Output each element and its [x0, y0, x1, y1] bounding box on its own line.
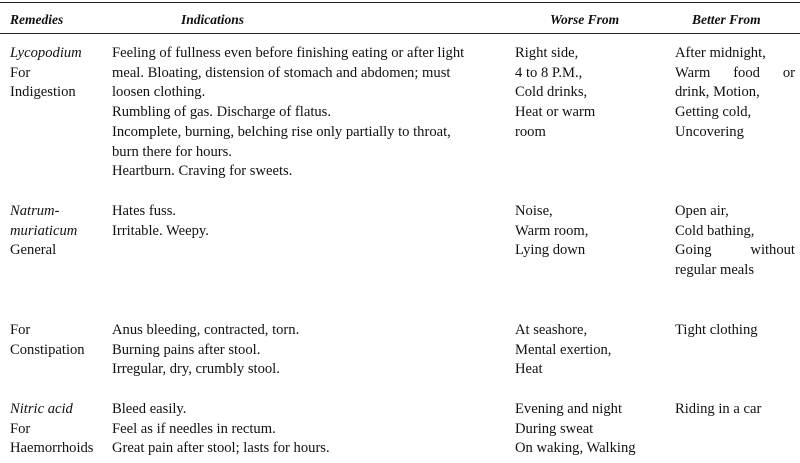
indication-line: meal. Bloating, distension of stomach and abdomen; must	[112, 64, 451, 81]
worse-line: On waking, Walking	[515, 440, 636, 457]
row-lycopodium-remedy	[10, 44, 110, 103]
worse-line: room	[515, 123, 546, 140]
indication-line: Burning pains after stool.	[112, 341, 261, 358]
header-rule	[0, 33, 800, 34]
row-nitric-acid-remedy	[10, 400, 110, 459]
indication-line: Irregular, dry, crumbly stool.	[112, 361, 280, 378]
worse-line: Right side,	[515, 45, 579, 61]
better-line: Tight clothing	[675, 322, 758, 338]
row-natrum-indications	[112, 202, 502, 241]
better-line: Going without	[675, 242, 795, 259]
column-header-indications: Indications	[181, 12, 245, 27]
indication-line: Bleed easily.	[112, 401, 187, 417]
worse-line: Noise,	[515, 203, 553, 219]
remedy-purpose-line: For	[10, 322, 31, 338]
row-nitric-acid-better	[675, 400, 795, 420]
remedy-purpose-line: General	[10, 242, 57, 259]
worse-line: Warm room,	[515, 222, 589, 239]
row-lycopodium-better	[675, 44, 795, 143]
better-line: Open air,	[675, 203, 729, 219]
indication-line: Incomplete, burning, belching rise only partially to throat,	[112, 123, 451, 140]
remedy-name: Lycopodium	[10, 45, 82, 61]
column-header-remedies: Remedies	[10, 12, 64, 27]
indication-line: loosen clothing.	[112, 84, 206, 101]
indication-line: burn there for hours.	[112, 143, 232, 160]
row-lycopodium-worse	[515, 44, 665, 143]
worse-line: At seashore,	[515, 322, 588, 338]
worse-line: During sweat	[515, 420, 594, 437]
better-line: Uncovering	[675, 123, 744, 140]
row-constipation-indications	[112, 321, 502, 380]
indication-line: Feel as if needles in rectum.	[112, 420, 276, 437]
better-line: Riding in a car	[675, 401, 762, 417]
better-line: Warm food or	[675, 64, 795, 81]
row-natrum-better	[675, 202, 795, 281]
indication-line: Great pain after stool; lasts for hours.	[112, 440, 330, 457]
row-constipation-worse	[515, 321, 665, 380]
indication-line: Hates fuss.	[112, 203, 177, 219]
worse-line: Heat	[515, 361, 543, 378]
remedy-name: muriaticum	[10, 222, 78, 239]
better-line: Getting cold,	[675, 104, 752, 121]
top-rule	[0, 2, 800, 3]
row-natrum-worse	[515, 202, 665, 261]
worse-line: 4 to 8 P.M.,	[515, 64, 583, 81]
remedy-purpose-line: For	[10, 64, 31, 81]
indication-line: Heartburn. Craving for sweets.	[112, 163, 293, 180]
row-constipation-remedy	[10, 321, 110, 360]
better-line: Cold bathing,	[675, 222, 755, 239]
remedy-purpose-line: Indigestion	[10, 84, 76, 101]
better-line: After midnight,	[675, 45, 766, 61]
column-header-better-from: Better From	[692, 12, 761, 27]
row-constipation-better	[675, 321, 795, 341]
worse-line: Cold drinks,	[515, 84, 588, 101]
row-nitric-acid-worse	[515, 400, 665, 459]
remedy-purpose-line: Constipation	[10, 341, 85, 358]
row-natrum-remedy	[10, 202, 110, 261]
column-header-worse-from: Worse From	[550, 12, 620, 27]
indication-line: Rumbling of gas. Discharge of flatus.	[112, 104, 332, 121]
remedy-purpose-line: For	[10, 420, 31, 437]
worse-line: Lying down	[515, 242, 586, 259]
indication-line: Anus bleeding, contracted, torn.	[112, 322, 300, 338]
worse-line: Heat or warm	[515, 104, 596, 121]
row-nitric-acid-indications	[112, 400, 502, 459]
remedy-name: Natrum-	[10, 203, 60, 219]
indication-line: Feeling of fullness even before finishing eating or after light	[112, 45, 465, 61]
worse-line: Evening and night	[515, 401, 623, 417]
worse-line: Mental exertion,	[515, 341, 612, 358]
remedy-purpose-line: Haemorrhoids	[10, 440, 94, 457]
better-line: drink, Motion,	[675, 84, 760, 101]
indication-line: Irritable. Weepy.	[112, 222, 209, 239]
better-line: regular meals	[675, 262, 755, 279]
remedy-name: Nitric acid	[10, 401, 73, 417]
row-lycopodium-indications	[112, 44, 502, 182]
